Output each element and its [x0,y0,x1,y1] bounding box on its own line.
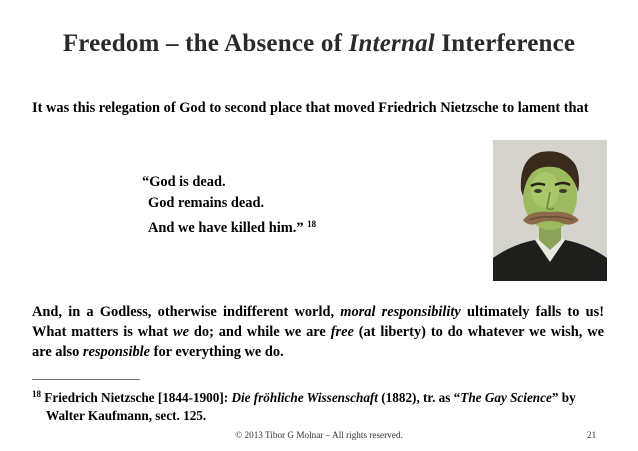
quote-line-1: “God is dead. [142,174,226,190]
emphasis-free: free [330,324,354,340]
footnote-text-3: ” by [551,390,576,405]
footnote-text-2: (1882), tr. as “ [377,390,461,405]
nietzsche-portrait-image [493,140,607,281]
emphasis-moral-responsibility: moral responsibility [340,304,461,320]
footnote-translated-title: The Gay Science [460,390,552,405]
footnote-number: 18 [32,389,41,399]
footnote-text-1: Friedrich Nietzsche [1844-1900]: [41,390,232,405]
conclusion-text-3: do; and while we are [189,324,331,340]
quote-line-2: God remains dead. [148,195,265,211]
conclusion-paragraph [32,302,604,362]
quote-line-3-text: And we have killed him.” [148,220,304,236]
footnote [32,385,612,425]
conclusion-text-4: (at liberty) to do whatever we wish, we are also [32,324,604,360]
slide-title [0,30,638,58]
quote-line-3 [142,214,402,239]
nietzsche-quote [142,172,402,239]
title-emphasis: Internal [348,30,435,57]
footnote-book-title: Die fröhliche Wissenschaft [231,390,378,405]
page-number: 21 [587,430,597,440]
emphasis-responsible: responsible [82,344,151,360]
intro-paragraph: It was this relegation of God to second place that moved Friedrich Nietzsche to lament that [32,100,589,116]
footnote-text-4: Walter Kaufmann, sect. 125. [46,408,207,423]
emphasis-we: we [173,324,189,340]
conclusion-text-1: And, in a Godless, otherwise indifferent world, [32,304,341,320]
title-text-end: Interference [434,30,576,57]
title-text: Freedom – the Absence of [62,30,349,57]
conclusion-text-5: for everything we do. [150,344,284,360]
footnote-divider [32,379,140,380]
conclusion-text-2: ultimately falls to us! What matters is what [32,304,604,340]
footnote-reference: 18 [307,219,317,229]
copyright-footer: © 2013 Tibor G Molnar – All rights reserved. [235,430,403,440]
